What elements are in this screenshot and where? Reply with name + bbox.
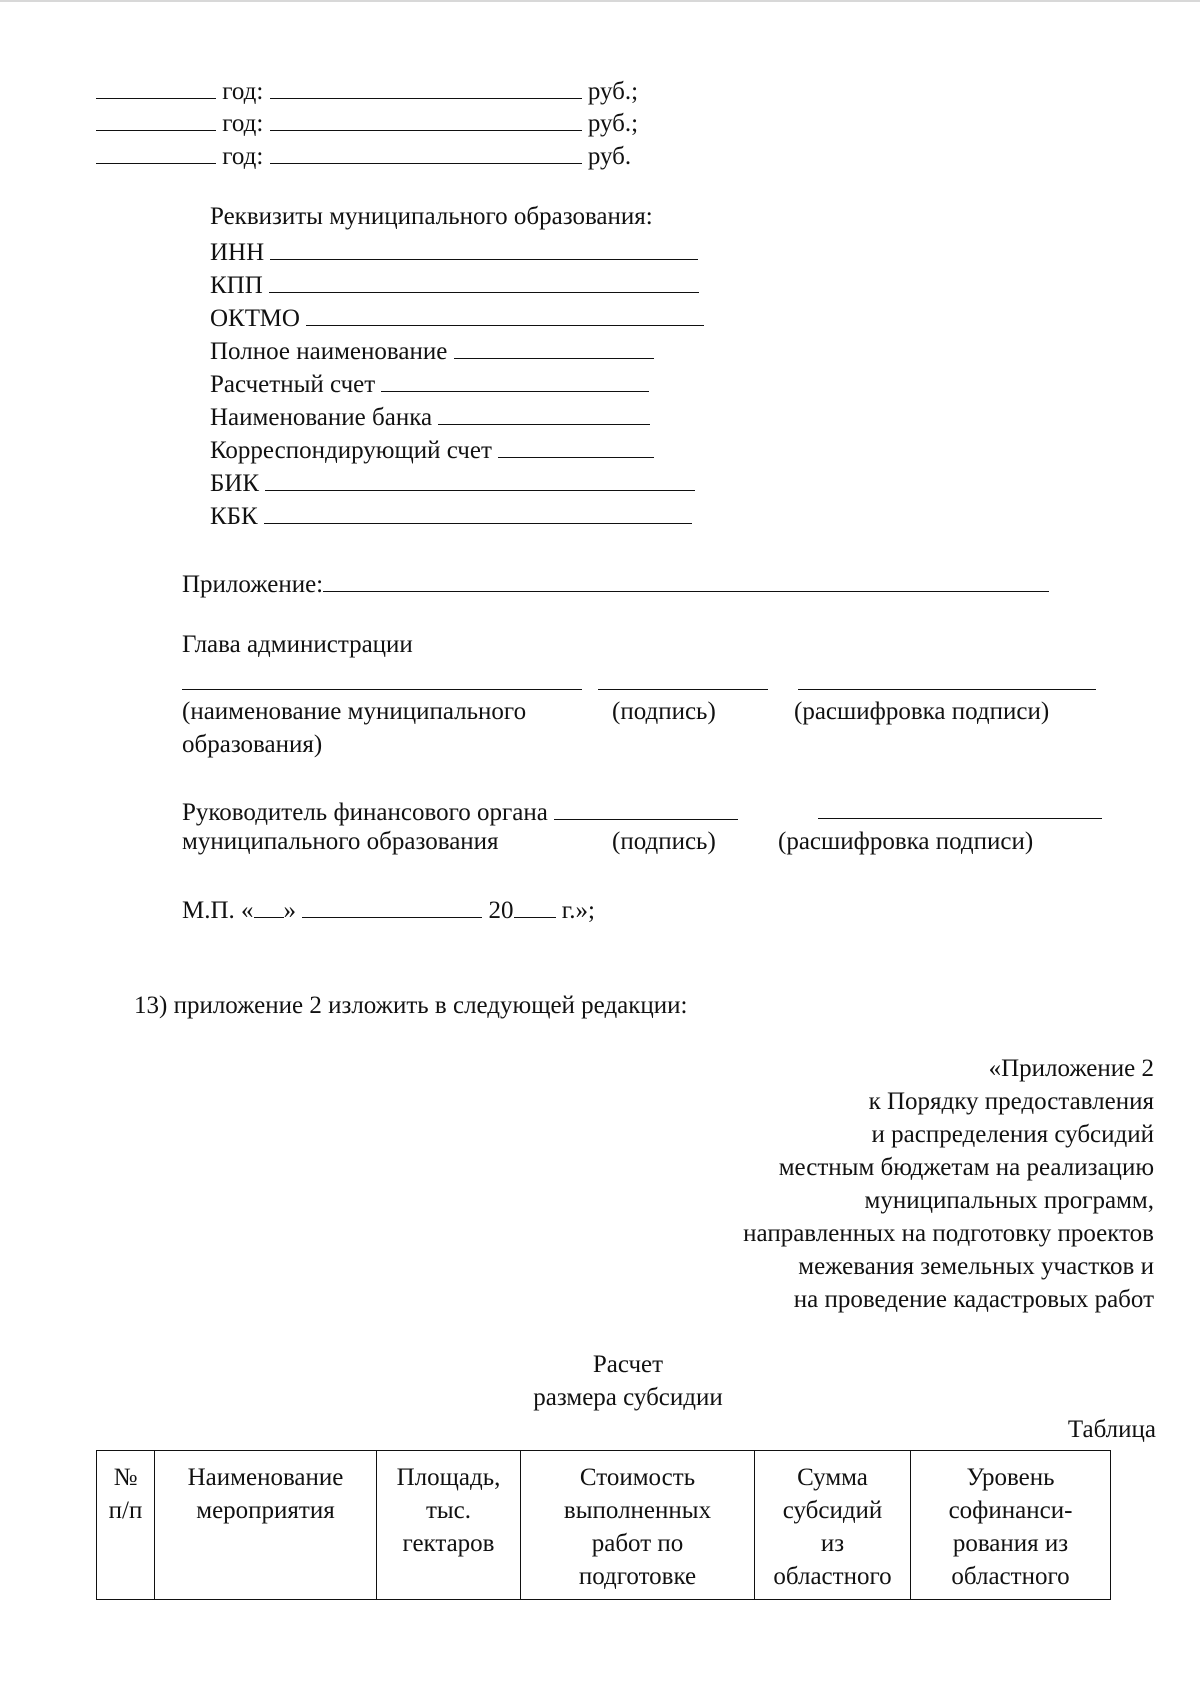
year-blank bbox=[96, 139, 216, 164]
decode-line bbox=[798, 689, 1096, 690]
header-number bbox=[97, 1451, 155, 1600]
header-line: областного bbox=[951, 1563, 1070, 1590]
year-blank bbox=[514, 893, 556, 918]
subsidy-table bbox=[96, 1450, 1111, 1600]
header-line: мероприятия bbox=[196, 1497, 335, 1524]
stamp-date-row bbox=[182, 893, 595, 926]
field-label: КПП bbox=[210, 272, 263, 299]
header-line: Наименование bbox=[187, 1464, 344, 1491]
year-prefix: 20 bbox=[488, 897, 514, 924]
header-line: выполненных bbox=[563, 1497, 712, 1524]
header-area bbox=[377, 1451, 521, 1600]
field-corr-account bbox=[210, 433, 654, 466]
field-label: Корреспондирующий счет bbox=[210, 437, 492, 464]
header-cost bbox=[521, 1451, 755, 1600]
field-account bbox=[210, 367, 649, 400]
header-line: рования из bbox=[952, 1530, 1069, 1557]
attachment-label: Приложение: bbox=[182, 571, 324, 598]
header-line: п/п bbox=[108, 1497, 143, 1524]
appendix-line-2: к Порядку предоставления bbox=[868, 1088, 1154, 1115]
amount-blank bbox=[270, 74, 582, 99]
header-line: из bbox=[820, 1530, 845, 1557]
amount-blank bbox=[270, 139, 582, 164]
field-bik bbox=[210, 466, 695, 499]
caption-signature: (подпись) bbox=[612, 698, 716, 725]
calc-title: Расчет bbox=[592, 1351, 664, 1378]
finance-caption-signature: (подпись) bbox=[612, 828, 716, 855]
year-row-3 bbox=[96, 139, 631, 172]
header-line: Сумма bbox=[797, 1464, 868, 1491]
field-blank bbox=[264, 499, 692, 524]
appendix-line-1: «Приложение 2 bbox=[988, 1055, 1154, 1082]
page-top-edge bbox=[0, 0, 1200, 2]
year-blank bbox=[96, 74, 216, 99]
year-row-2 bbox=[96, 106, 638, 139]
requisites-title: Реквизиты муниципального образования: bbox=[210, 203, 653, 230]
field-blank bbox=[265, 466, 695, 491]
header-line: Уровень bbox=[966, 1464, 1055, 1491]
item-13: 13) приложение 2 изложить в следующей редакции: bbox=[134, 992, 688, 1019]
appendix-line-4: местным бюджетам на реализацию bbox=[778, 1154, 1154, 1181]
appendix-line-7: межевания земельных участков и bbox=[798, 1253, 1154, 1280]
field-blank bbox=[438, 400, 650, 425]
header-subsidy-amount bbox=[755, 1451, 911, 1600]
finance-signature-line bbox=[554, 795, 738, 820]
day-blank bbox=[254, 893, 284, 918]
signature-line bbox=[598, 689, 768, 690]
finance-row-1 bbox=[182, 795, 738, 828]
appendix-line-6: направленных на подготовку проектов bbox=[743, 1220, 1154, 1247]
finance-title-cont: муниципального образования bbox=[182, 828, 499, 855]
year-row-1 bbox=[96, 74, 638, 107]
header-line: № bbox=[113, 1464, 138, 1491]
header-cofinancing-level bbox=[911, 1451, 1111, 1600]
currency-unit: руб.; bbox=[587, 78, 639, 105]
attachment-blank bbox=[323, 567, 1049, 592]
caption-municipality-name: (наименование муниципального bbox=[182, 698, 527, 725]
stamp-label: М.П. « bbox=[182, 897, 254, 924]
field-label: КБК bbox=[210, 503, 258, 530]
table-label: Таблица bbox=[1067, 1416, 1156, 1443]
header-line: Площадь, bbox=[396, 1464, 501, 1491]
field-oktmo bbox=[210, 301, 704, 334]
finance-caption-decode: (расшифровка подписи) bbox=[778, 828, 1034, 855]
table-header-row bbox=[97, 1451, 1111, 1600]
quote-close: » bbox=[283, 897, 297, 924]
year-label: год: bbox=[222, 110, 264, 137]
header-line: тыс. bbox=[425, 1497, 472, 1524]
header-line: областного bbox=[773, 1563, 892, 1590]
header-line: софинанси- bbox=[948, 1497, 1073, 1524]
amount-blank bbox=[270, 106, 582, 131]
field-label: Полное наименование bbox=[210, 338, 448, 365]
field-blank bbox=[381, 367, 649, 392]
year-label: год: bbox=[222, 143, 264, 170]
year-label: год: bbox=[222, 78, 264, 105]
field-label: Наименование банка bbox=[210, 404, 433, 431]
caption-municipality-name-cont: образования) bbox=[182, 731, 323, 758]
field-blank bbox=[306, 301, 704, 326]
header-line: подготовке bbox=[578, 1563, 697, 1590]
finance-title: Руководитель финансового органа bbox=[182, 799, 548, 826]
municipality-name-line bbox=[182, 689, 582, 690]
caption-decode: (расшифровка подписи) bbox=[794, 698, 1050, 725]
field-blank bbox=[498, 433, 654, 458]
field-inn bbox=[210, 235, 698, 268]
field-label: ИНН bbox=[210, 239, 265, 266]
appendix-line-3: и распределения субсидий bbox=[871, 1121, 1154, 1148]
head-title: Глава администрации bbox=[182, 631, 413, 658]
field-blank bbox=[454, 334, 654, 359]
currency-unit: руб. bbox=[587, 143, 632, 170]
finance-decode-line bbox=[818, 818, 1102, 819]
currency-unit: руб.; bbox=[587, 110, 639, 137]
field-bank-name bbox=[210, 400, 650, 433]
field-label: БИК bbox=[210, 470, 260, 497]
month-blank bbox=[302, 893, 482, 918]
field-kpp bbox=[210, 268, 699, 301]
header-line: субсидий bbox=[782, 1497, 883, 1524]
field-label: ОКТМО bbox=[210, 305, 300, 332]
field-kbk bbox=[210, 499, 692, 532]
header-activity-name bbox=[155, 1451, 377, 1600]
header-line: гектаров bbox=[402, 1530, 495, 1557]
appendix-line-5: муниципальных программ, bbox=[864, 1187, 1154, 1214]
header-line: работ по bbox=[591, 1530, 684, 1557]
calc-subtitle: размера субсидии bbox=[533, 1384, 723, 1411]
field-blank bbox=[269, 268, 699, 293]
header-line: Стоимость bbox=[579, 1464, 696, 1491]
year-suffix: г.»; bbox=[561, 897, 595, 924]
year-blank bbox=[96, 106, 216, 131]
field-blank bbox=[270, 235, 698, 260]
attachment-row bbox=[182, 567, 1049, 600]
field-full-name bbox=[210, 334, 654, 367]
appendix-line-8: на проведение кадастровых работ bbox=[793, 1286, 1154, 1313]
field-label: Расчетный счет bbox=[210, 371, 376, 398]
